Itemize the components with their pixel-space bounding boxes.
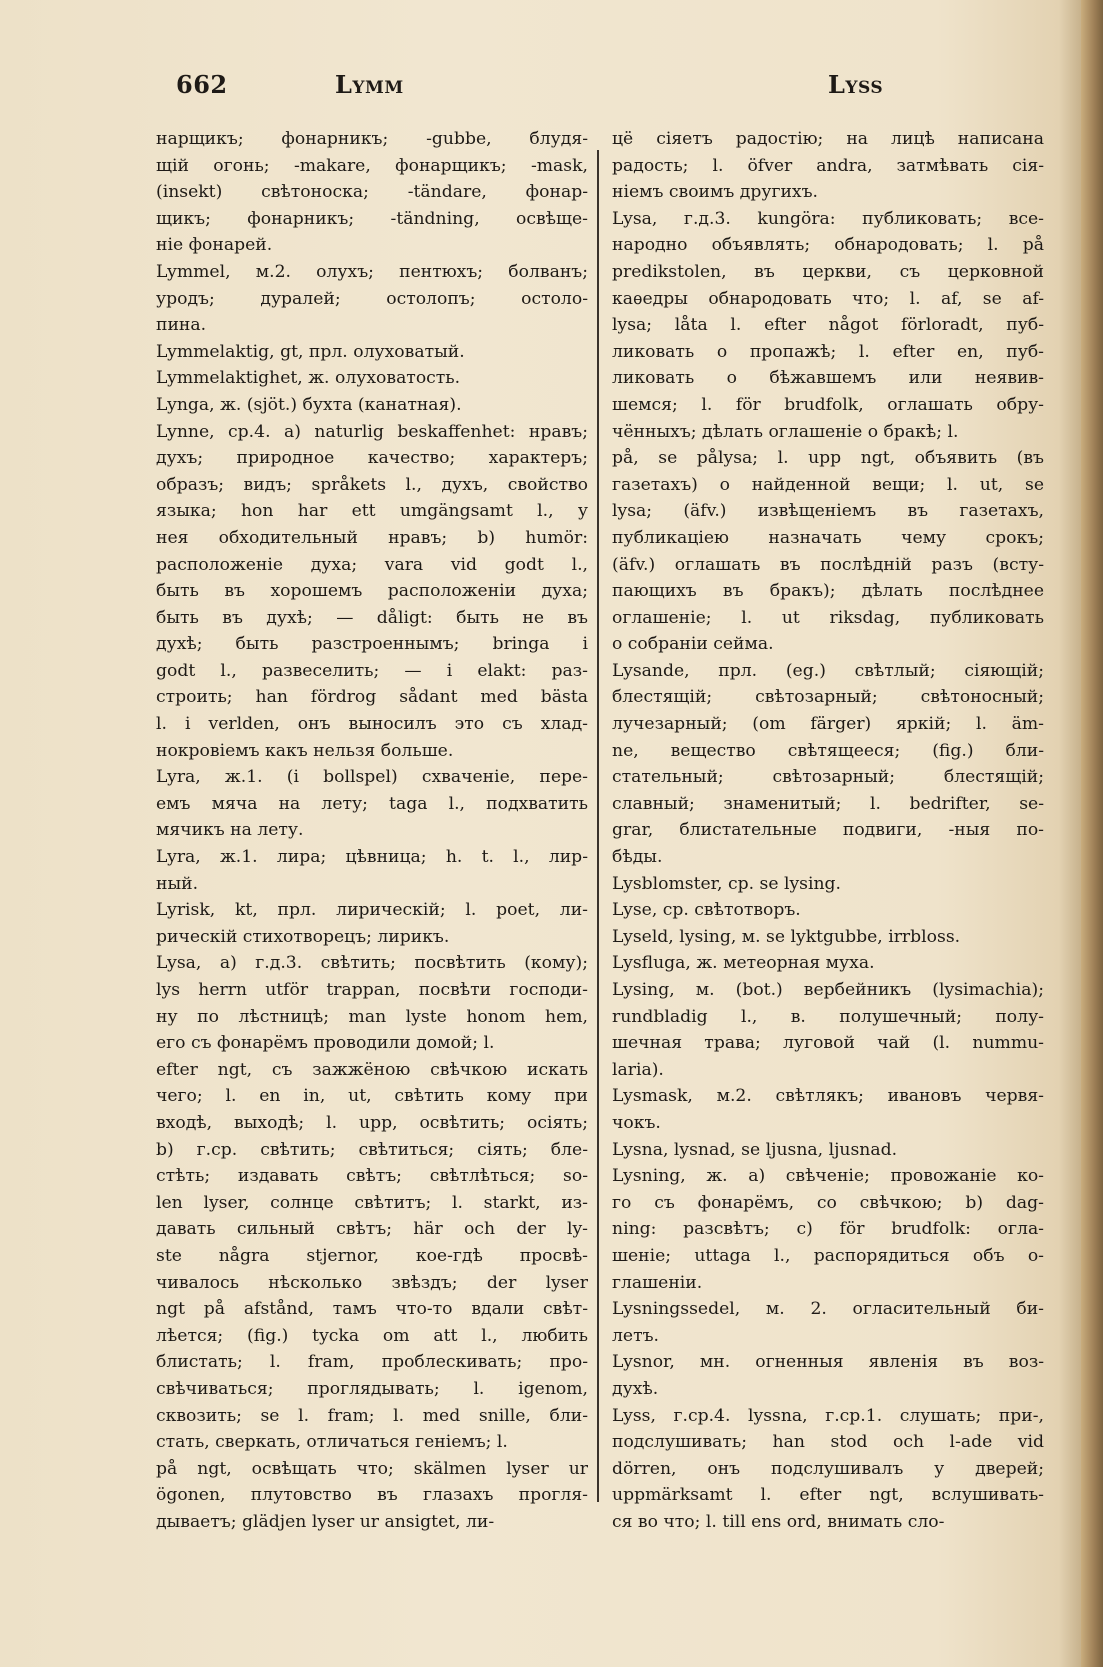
text-line: (insekt) свѣтоноска; -tändare, фонар- xyxy=(156,182,588,203)
text-line: Lyrisk, kt, прл. лирическій; l. poet, ли- xyxy=(156,900,588,921)
text-line: rundbladig l., в. полушечный; полу- xyxy=(612,1006,1044,1027)
text-line: лучезарный; (om färger) яркій; l. äm- xyxy=(612,714,1044,735)
text-line: ликовать о пропажѣ; l. efter en, пуб- xyxy=(612,341,1044,362)
text-line: духѣ. xyxy=(612,1378,659,1399)
text-line: på, se pålysa; l. upp ngt, объявить (въ xyxy=(612,448,1044,469)
text-line: lysa; låta l. efter något förloradt, пуб- xyxy=(612,315,1044,336)
text-line: ste några stjernor, кое-гдѣ просвѣ- xyxy=(156,1245,588,1266)
text-line: ne, вещество свѣтящееся; (fig.) бли- xyxy=(612,740,1044,761)
text-line: блестящій; свѣтозарный; свѣтоносный; xyxy=(612,687,1044,708)
text-line: бѣды. xyxy=(612,847,663,868)
text-line: ся во что; l. till ens ord, внимать сло- xyxy=(612,1511,945,1532)
text-line: Lymmel, м.2. олухъ; пентюхъ; болванъ; xyxy=(156,261,588,282)
text-line: Lyra, ж.1. (i bollspel) схваченіе, пере- xyxy=(156,767,588,788)
text-line: (äfv.) оглашать въ послѣдній разъ (всту- xyxy=(612,554,1044,575)
text-line: емъ мяча на лету; taga l., подхватить xyxy=(156,793,588,814)
text-line: чего; l. en in, ut, свѣтить кому при xyxy=(156,1086,588,1107)
text-line: стать, сверкать, отличаться геніемъ; l. xyxy=(156,1432,508,1453)
text-line: стѣть; издавать свѣтъ; свѣтлѣться; so- xyxy=(156,1166,588,1187)
text-line: го съ фонарёмъ, со свѣчкою; b) dag- xyxy=(612,1192,1044,1213)
left-guide-word: Lymm xyxy=(335,70,404,99)
text-line: ну по лѣстницѣ; man lyste honom hem, xyxy=(156,1006,588,1027)
text-line: нарщикъ; фонарникъ; -gubbe, блудя- xyxy=(156,129,588,149)
text-line: уродъ; дуралей; остолопъ; остоло- xyxy=(156,288,588,309)
text-line: газетахъ) о найденной вещи; l. ut, se xyxy=(612,474,1044,495)
text-line: dörren, онъ подслушивалъ у дверей; xyxy=(612,1458,1044,1479)
text-line: Lysfluga, ж. метеорная муха. xyxy=(612,953,875,974)
text-line: laria). xyxy=(612,1059,664,1080)
text-line: b) г.ср. свѣтить; свѣтиться; сіять; бле- xyxy=(156,1139,588,1160)
text-line: Lysningssedel, м. 2. огласительный би- xyxy=(612,1299,1044,1320)
text-line: пина. xyxy=(156,315,207,336)
text-line: о собраніи сейма. xyxy=(612,634,774,655)
text-line: славный; знаменитый; l. bedrifter, se- xyxy=(612,793,1044,814)
text-line: быть въ духѣ; — dåligt: быть не въ xyxy=(156,607,588,628)
text-line: щикъ; фонарникъ; -tändning, освѣще- xyxy=(156,208,588,229)
text-line: Lynne, ср.4. a) naturlig beskaffenhet: нравъ; xyxy=(156,421,588,442)
text-line: Lysa, a) г.д.3. свѣтить; посвѣтить (кому); xyxy=(156,953,588,974)
text-line: радость; l. öfver andra, затмѣвать сія- xyxy=(612,155,1044,176)
text-line: оглашеніе; l. ut riksdag, публиковать xyxy=(612,607,1044,628)
book-spine-edge xyxy=(1081,0,1103,1667)
page-number: 662 xyxy=(176,70,228,99)
text-line: народно объявлять; обнародовать; l. på xyxy=(612,235,1044,256)
text-line: Lysblomster, ср. se lysing. xyxy=(612,873,842,894)
text-line: lysa; (äfv.) извѣщеніемъ въ газетахъ, xyxy=(612,501,1044,522)
text-line: входѣ, выходѣ; l. upp, освѣтить; осіять; xyxy=(156,1112,588,1133)
text-line: расположеніе духа; vara vid godt l., xyxy=(156,554,588,575)
text-line: строить; han fördrog sådant med bästa xyxy=(156,687,588,708)
text-line: len lyser, солнце свѣтитъ; l. starkt, из- xyxy=(156,1192,588,1213)
text-line: давать сильный свѣтъ; här och der ly- xyxy=(156,1219,588,1240)
text-line: дываетъ; glädjen lyser ur ansigtet, ли- xyxy=(156,1511,495,1532)
text-line: grar, блистательные подвиги, -ныя по- xyxy=(612,820,1044,841)
text-line: uppmärksamt l. efter ngt, вслушивать- xyxy=(612,1485,1044,1506)
text-line: образъ; видъ; språkets l., духъ, свойство xyxy=(156,474,588,495)
text-line: Lysande, прл. (eg.) свѣтлый; сіяющій; xyxy=(612,660,1044,681)
text-line: быть въ хорошемъ расположеніи духа; xyxy=(156,581,588,602)
text-line: predikstolen, въ церкви, съ церковной xyxy=(612,261,1044,282)
text-line: каѳедры обнародовать что; l. af, se af- xyxy=(612,288,1044,309)
text-line: ный. xyxy=(156,873,199,894)
text-line: Lysing, м. (bot.) вербейникъ (lysimachia); xyxy=(612,980,1044,1000)
column-divider xyxy=(597,150,599,1502)
text-line: ніе фонарей. xyxy=(156,235,273,256)
text-line: духъ; природное качество; характеръ; xyxy=(156,448,588,469)
text-line: Lysmask, м.2. свѣтлякъ; ивановъ червя- xyxy=(612,1086,1044,1107)
text-line: цё сіяетъ радостію; на лицѣ написана xyxy=(612,129,1044,149)
text-line: Lyra, ж.1. лира; цѣвница; h. t. l., лир- xyxy=(156,847,588,868)
text-line: Lymmelaktig, gt, прл. олуховатый. xyxy=(156,341,465,362)
right-column xyxy=(612,126,1044,1535)
text-line: нокровіемъ какъ нельзя больше. xyxy=(156,740,454,761)
right-guide-word: Lyss xyxy=(828,70,884,99)
text-line: языка; hon har ett umgängsamt l., у xyxy=(156,501,588,522)
text-line: рическій стихотворецъ; лирикъ. xyxy=(156,926,450,947)
text-line: чивалось нѣсколько звѣздъ; der lyser xyxy=(156,1272,588,1293)
text-line: чённыхъ; дѣлать оглашеніе о бракѣ; l. xyxy=(612,421,959,442)
text-line: ngt på afstånd, тамъ что-то вдали свѣт- xyxy=(156,1299,588,1320)
text-line: l. i verlden, онъ выносилъ это съ хлад- xyxy=(156,714,588,735)
text-line: его съ фонарёмъ проводили домой; l. xyxy=(156,1033,495,1054)
text-line: ning: разсвѣтъ; c) för brudfolk: огла- xyxy=(612,1219,1044,1240)
text-line: нея обходительный нравъ; b) humör: xyxy=(156,527,588,548)
text-line: щій огонь; -makare, фонарщикъ; -mask, xyxy=(156,155,588,176)
text-line: godt l., развеселить; — i elakt: раз- xyxy=(156,660,588,681)
text-line: Lynga, ж. (sjöt.) бухта (канатная). xyxy=(156,394,462,415)
left-column xyxy=(156,126,588,1535)
text-line: чокъ. xyxy=(612,1112,661,1133)
text-line: på ngt, освѣщать что; skälmen lyser ur xyxy=(156,1458,588,1479)
text-line: Lysna, lysnad, se ljusna, ljusnad. xyxy=(612,1139,898,1160)
text-line: шеніе; uttaga l., распорядиться объ о- xyxy=(612,1245,1044,1266)
text-line: лѣется; (fig.) tycka om att l., любить xyxy=(156,1325,588,1346)
text-line: Lyss, г.ср.4. lyssna, г.ср.1. слушать; при-, xyxy=(612,1405,1044,1426)
text-line: стательный; свѣтозарный; блестящій; xyxy=(612,767,1044,788)
text-line: подслушивать; han stod och l-ade vid xyxy=(612,1432,1044,1453)
text-line: ögonen, плутовство въ глазахъ прогля- xyxy=(156,1485,588,1506)
text-line: efter ngt, съ зажжёною свѣчкою искать xyxy=(156,1059,588,1080)
text-line: ликовать о бѣжавшемъ или неявив- xyxy=(612,368,1044,389)
text-line: глашеніи. xyxy=(612,1272,703,1293)
text-line: Lysning, ж. a) свѣченіе; провожаніе ко- xyxy=(612,1166,1044,1187)
text-line: Lyseld, lysing, м. se lyktgubbe, irrbloss. xyxy=(612,926,961,947)
text-line: lys herrn utför trappan, посвѣти господи- xyxy=(156,980,588,1000)
text-line: духѣ; быть разстроеннымъ; bringa i xyxy=(156,634,588,655)
text-line: шемся; l. för brudfolk, оглашать обру- xyxy=(612,394,1044,415)
text-line: Lysa, г.д.3. kungöra: публиковать; все- xyxy=(612,208,1044,229)
text-line: пающихъ въ бракъ); дѣлать послѣднее xyxy=(612,581,1044,602)
text-line: мячикъ на лету. xyxy=(156,820,304,841)
text-line: блистать; l. fram, проблескивать; про- xyxy=(156,1352,588,1373)
text-line: Lysnor, мн. огненныя явленія въ воз- xyxy=(612,1352,1044,1373)
text-line: шечная трава; луговой чай (l. nummu- xyxy=(612,1033,1044,1054)
text-line: сквозить; se l. fram; l. med snille, бли- xyxy=(156,1405,588,1426)
text-line: Lyse, ср. свѣтотворъ. xyxy=(612,900,801,921)
text-line: Lymmelaktighet, ж. олуховатость. xyxy=(156,368,461,389)
text-line: летъ. xyxy=(612,1325,659,1346)
text-line: публикаціею назначать чему срокъ; xyxy=(612,527,1044,548)
text-line: свѣчиваться; проглядывать; l. igenom, xyxy=(156,1378,588,1399)
text-line: ніемъ своимъ другихъ. xyxy=(612,182,819,203)
